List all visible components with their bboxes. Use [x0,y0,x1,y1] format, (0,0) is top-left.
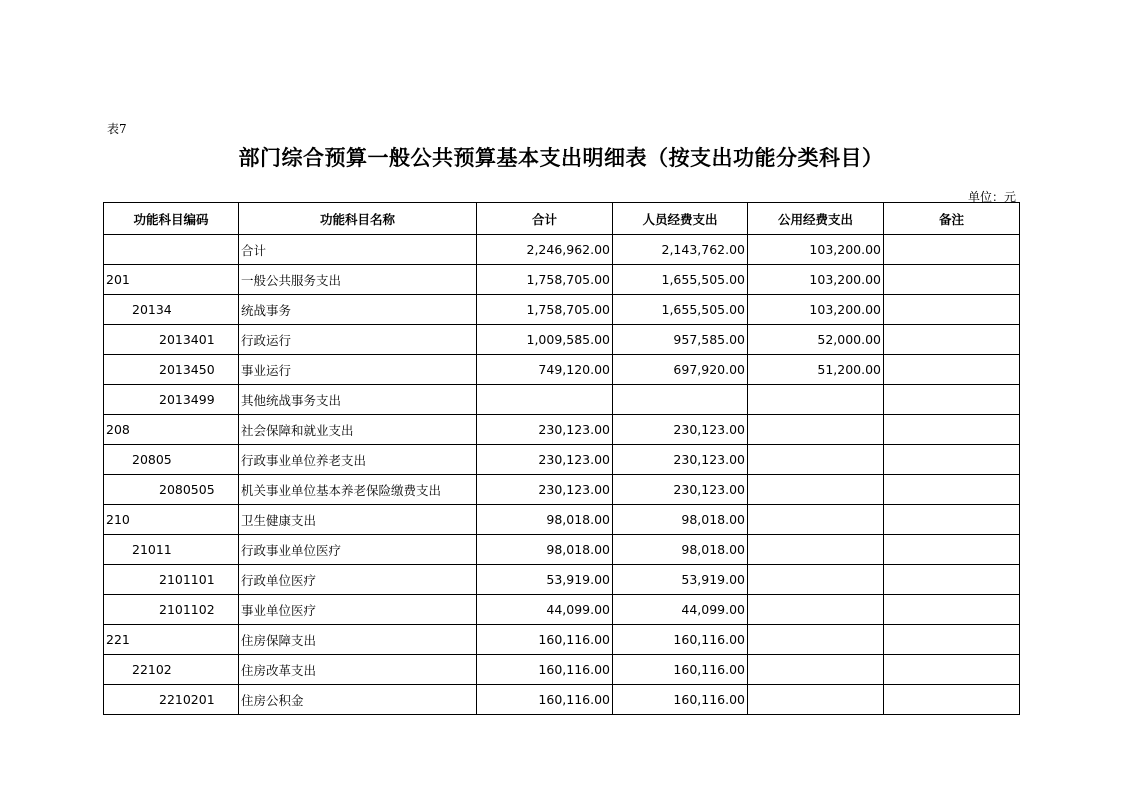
cell-code: 208 [104,415,239,445]
table-row [104,475,1020,505]
cell-public [748,595,884,625]
table-row [104,325,1020,355]
cell-personnel: 160,116.00 [613,655,748,685]
header-code: 功能科目编码 [104,203,239,235]
cell-name: 行政事业单位医疗 [239,535,477,565]
cell-name: 行政单位医疗 [239,565,477,595]
cell-public [748,445,884,475]
cell-personnel: 53,919.00 [613,565,748,595]
table-number: 表7 [107,122,127,136]
expenditure-detail-table [103,202,1020,715]
table-row [104,355,1020,385]
cell-public [748,415,884,445]
cell-name: 事业运行 [239,355,477,385]
cell-code: 21011 [104,535,239,565]
cell-public [748,625,884,655]
cell-name: 住房保障支出 [239,625,477,655]
cell-total: 1,758,705.00 [477,265,613,295]
cell-name: 事业单位医疗 [239,595,477,625]
cell-public [748,685,884,715]
cell-total: 230,123.00 [477,445,613,475]
cell-personnel: 1,655,505.00 [613,295,748,325]
table-row [104,535,1020,565]
table-row [104,655,1020,685]
cell-personnel: 957,585.00 [613,325,748,355]
table-row [104,235,1020,265]
cell-remark [884,445,1020,475]
cell-remark [884,355,1020,385]
cell-name: 一般公共服务支出 [239,265,477,295]
cell-total: 160,116.00 [477,625,613,655]
cell-name: 机关事业单位基本养老保险缴费支出 [239,475,477,505]
cell-name: 行政事业单位养老支出 [239,445,477,475]
page-title: 部门综合预算一般公共预算基本支出明细表（按支出功能分类科目） [238,146,884,170]
cell-total: 98,018.00 [477,505,613,535]
header-personnel: 人员经费支出 [613,203,748,235]
cell-code: 2013450 [104,355,239,385]
cell-personnel: 160,116.00 [613,685,748,715]
cell-personnel: 98,018.00 [613,505,748,535]
cell-total: 2,246,962.00 [477,235,613,265]
table-row [104,565,1020,595]
cell-personnel: 160,116.00 [613,625,748,655]
cell-code: 201 [104,265,239,295]
cell-personnel: 230,123.00 [613,475,748,505]
cell-name: 卫生健康支出 [239,505,477,535]
unit-label: 单位：元 [967,190,1016,204]
cell-name: 住房公积金 [239,685,477,715]
cell-remark [884,595,1020,625]
cell-public [748,655,884,685]
cell-personnel: 697,920.00 [613,355,748,385]
header-public: 公用经费支出 [748,203,884,235]
header-name: 功能科目名称 [239,203,477,235]
cell-remark [884,325,1020,355]
table-row [104,265,1020,295]
table-row [104,595,1020,625]
cell-personnel: 230,123.00 [613,415,748,445]
cell-total: 53,919.00 [477,565,613,595]
cell-total: 160,116.00 [477,685,613,715]
cell-remark [884,235,1020,265]
cell-public: 103,200.00 [748,265,884,295]
cell-total: 1,758,705.00 [477,295,613,325]
cell-name: 统战事务 [239,295,477,325]
cell-total: 230,123.00 [477,415,613,445]
cell-remark [884,475,1020,505]
cell-remark [884,535,1020,565]
cell-public [748,385,884,415]
cell-code: 2210201 [104,685,239,715]
cell-total: 44,099.00 [477,595,613,625]
cell-total: 1,009,585.00 [477,325,613,355]
table-row [104,685,1020,715]
cell-public: 52,000.00 [748,325,884,355]
cell-total: 230,123.00 [477,475,613,505]
header-remark: 备注 [884,203,1020,235]
cell-code: 20134 [104,295,239,325]
cell-code: 2013401 [104,325,239,355]
cell-name: 其他统战事务支出 [239,385,477,415]
cell-code: 2013499 [104,385,239,415]
cell-remark [884,565,1020,595]
cell-public [748,475,884,505]
cell-public [748,565,884,595]
cell-code: 210 [104,505,239,535]
cell-remark [884,655,1020,685]
cell-code: 221 [104,625,239,655]
table-row [104,385,1020,415]
cell-remark [884,385,1020,415]
cell-total: 160,116.00 [477,655,613,685]
cell-code [104,235,239,265]
cell-code: 2101102 [104,595,239,625]
cell-remark [884,505,1020,535]
cell-name: 行政运行 [239,325,477,355]
cell-total: 98,018.00 [477,535,613,565]
cell-total: 749,120.00 [477,355,613,385]
header-total: 合计 [477,203,613,235]
cell-code: 2080505 [104,475,239,505]
table-row [104,505,1020,535]
cell-code: 20805 [104,445,239,475]
cell-remark [884,295,1020,325]
cell-code: 22102 [104,655,239,685]
table-header-row [104,203,1020,235]
cell-public [748,535,884,565]
cell-personnel [613,385,748,415]
cell-remark [884,685,1020,715]
cell-code: 2101101 [104,565,239,595]
cell-personnel: 44,099.00 [613,595,748,625]
table-row [104,625,1020,655]
table-row [104,445,1020,475]
cell-remark [884,265,1020,295]
cell-total [477,385,613,415]
cell-remark [884,415,1020,445]
cell-personnel: 1,655,505.00 [613,265,748,295]
cell-name: 合计 [239,235,477,265]
cell-personnel: 2,143,762.00 [613,235,748,265]
table-row [104,295,1020,325]
cell-public [748,505,884,535]
table-row [104,415,1020,445]
cell-personnel: 98,018.00 [613,535,748,565]
cell-name: 住房改革支出 [239,655,477,685]
cell-public: 103,200.00 [748,295,884,325]
cell-name: 社会保障和就业支出 [239,415,477,445]
cell-public: 103,200.00 [748,235,884,265]
table-body [104,235,1020,715]
cell-public: 51,200.00 [748,355,884,385]
cell-remark [884,625,1020,655]
cell-personnel: 230,123.00 [613,445,748,475]
